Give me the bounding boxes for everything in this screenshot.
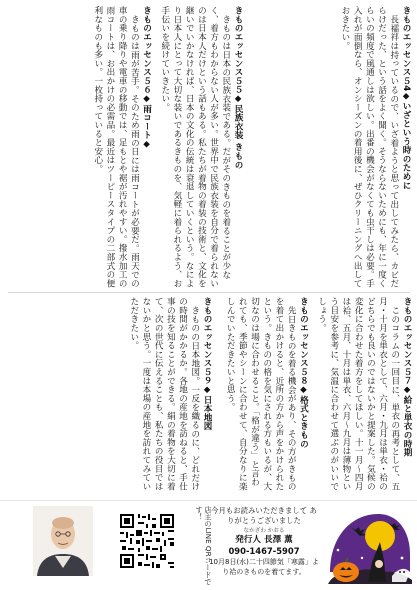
essence-section-56 — [92, 6, 153, 289]
essence-heading: きものエッセンス５９◆日本地図 — [202, 297, 212, 431]
essence-body: 先日きものを着る機会があり、その方がきものを着て出かけると、近所の方から声をかけられたという。きものの格を気にされる方もいるが、大切なのは場に合わせること。「格が違う」と言われても、季節やシーンに合わせて、自分なりに楽しんでいただきたいと思う。 — [225, 297, 297, 491]
essence-body: きものの日本地図。一反を織るのに、どれだけの時間がかかるか。各地の産地を訪ねると、手仕事の技を知ることができる。絹の着物を大切に着て、次の世代に伝えることも、私たちの役目ではないかと思う。一度は本場の産地を訪れてみていただきたい。 — [128, 297, 200, 491]
publisher-name-block — [208, 528, 320, 546]
essence-section-58 — [224, 297, 309, 493]
publisher-name: 発行人 長澤 薫 — [235, 534, 293, 545]
essence-heading: きものエッセンス５７◆給と単衣の時期 — [402, 297, 412, 457]
line-qr-code[interactable] — [118, 512, 176, 570]
qr-caption: 店主のLINE QRコードです！ — [195, 506, 213, 586]
essence-section-59 — [128, 297, 213, 493]
pumpkin-icon — [333, 562, 359, 582]
column-lower-left — [8, 297, 213, 493]
footer-divider — [0, 500, 417, 501]
essence-section-55 — [159, 6, 244, 289]
owner-portrait-icon — [33, 506, 93, 576]
essence-heading: きものエッセンス５５◆民族衣装 きもの — [233, 6, 243, 169]
column-lower-right — [220, 297, 413, 493]
essence-section-54 — [339, 6, 412, 289]
essence-body: このコラムの一回目に、単衣の再考として、五月・十月を単衣として、六月・九月は単衣・袷のどちらでも良いのではないかと提案した。気候の変化に合わせた着方をしてほしい。十一月〜四月は袷、五月、十月は単衣、六月〜九月は薄物という目安を参考に、気温に合わせて選ぶのがいいでしょう。 — [316, 297, 400, 491]
halloween-illustration-icon — [322, 506, 412, 584]
essence-body: 長襦袢は持っているので、いざ着ようと思って出してみたら、カビだらけだった、という話をよく聞く。そうならないためにも、年に一度くらいの頻度で風通しは欲しい。出番の機会がなくても虫干しは必要。手入れが面倒なら、オンシーズンの着用後に、ぜひクリーニングへ出しておきたい。 — [339, 6, 399, 288]
essence-heading: きものエッセンス５６◆雨コート◆ — [141, 6, 152, 150]
next-issue-note: 10月8日(水)二十四節気「寒露」より袷のきものを着てます。 — [209, 558, 319, 576]
essence-heading: きものエッセンス５８◆格式ときもの — [298, 297, 309, 448]
section-divider — [8, 292, 410, 293]
essence-heading: きものエッセンス５4◆いざという時のために — [401, 6, 411, 190]
essence-section-57 — [315, 297, 413, 493]
owner-photo — [33, 506, 93, 576]
column-upper-right — [252, 6, 412, 289]
essence-body: きものは日本の民族衣装である。だがそのきものを着ることが少なく、着方もわからない人が多い。世界中で民族衣装を自分で着られないのは日本人だけという話もある。私たちが着物の着装の技術と、文化を継いでいかなければ、日本の文化の伝統は衰退していくという。なにより日本人にとって大切な装いであるきものを、気軽に着られるよう、お手伝いを続けていきたい。 — [159, 6, 231, 288]
publisher-ruby: なかざわ かおる — [243, 527, 285, 534]
essence-body: きものは雨が苦手。そのため雨の日には雨コートが必要だ。雨天での車の乗り降りや電車の移動では、足もとや裾が汚れやすい。撥水加工の雨コートは、お出かけの必需品。最近はツーピースタイプの二部式の便利なものも多い。一枚持っていると安心。 — [92, 6, 140, 288]
thanks-message: 今月もお読みいただきまして ありがとうございました — [211, 506, 317, 525]
column-upper-left — [8, 6, 244, 289]
publisher-info — [208, 506, 320, 586]
publisher-phone[interactable]: 090-1467-5907 — [228, 546, 300, 557]
